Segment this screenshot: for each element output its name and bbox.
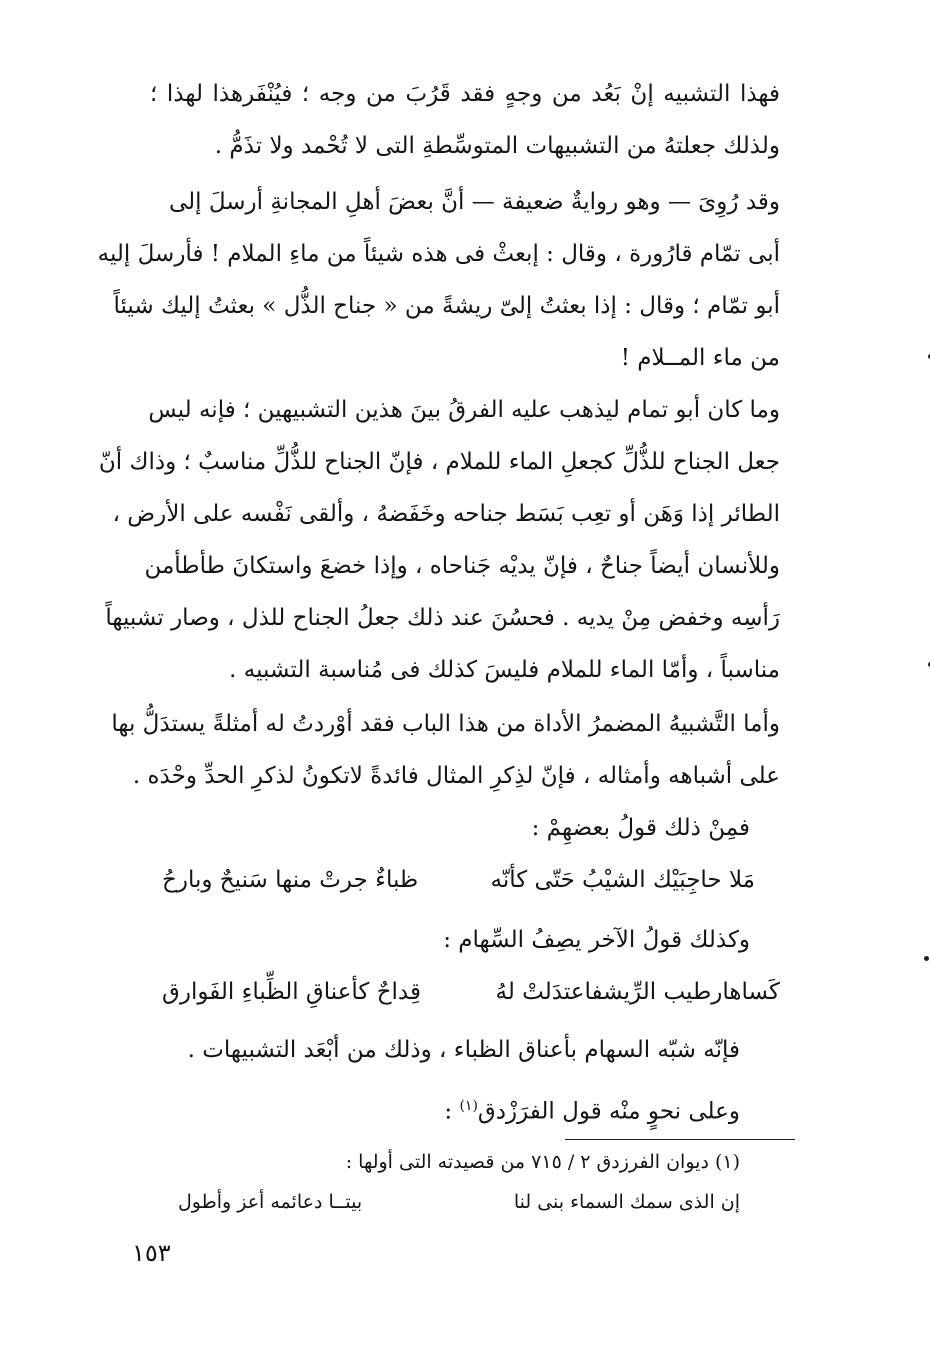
- footnote-rule: [565, 1139, 795, 1140]
- text-line: وكذلك قولُ الآخر يصِفُ السِّهام :: [443, 927, 750, 953]
- text-line: فهذا التشبيه إنْ بَعُد من وجهٍ فقد قَرُبَ من وجه ؛ فيُنْفَرهذا لهذا ؛: [150, 81, 780, 107]
- text-line: وما كان أبو تمام ليذهب عليه الفرقُ بينَ هذين التشبيهين ؛ فإنه ليس: [148, 397, 780, 423]
- text-line: رَأسِه وخفض مِنْ يديه . فحسُنَ عند ذلك جعلُ الجناح للذل ، وصار تشبيهاً: [105, 605, 780, 631]
- verse-hemistich-right: كَساهارطيب الرِّيشفاعتدَلتْ لهُ: [495, 979, 780, 1005]
- text-line: فإنّه شبّه السهام بأعناق الظباء ، وذلك من أبْعَد التشبيهات .: [187, 1037, 740, 1063]
- page-number: ١٥٣: [132, 1239, 171, 1267]
- text-line: أبو تمّام ؛ وقال : إذا بعثتُ إلىّ ريشةً من « جناح الذُّل » بعثتُ إليك شيئاً: [113, 293, 780, 319]
- text-line: فمِنْ ذلك قولُ بعضهِمْ :: [531, 815, 750, 841]
- text-line: وللأنسان أيضاً جناحٌ ، فإنّ يديْه جَناحاه ، وإذا خضعَ واستكانَ طأطأمن: [144, 553, 780, 579]
- text-line: ولذلك جعلتهُ من التشبيهات المتوسِّطةِ التى لا تُحْمد ولا تذَمُّ .: [214, 133, 780, 159]
- footnote-verse-left: بيتــا دعائمه أعز وأطول: [178, 1191, 363, 1213]
- footnote-line: (١) ديوان الفرزدق ٢ / ٧١٥ من قصيدته التى أولها :: [345, 1151, 740, 1173]
- margin-mark: [924, 956, 929, 961]
- intro-colon: :: [444, 1098, 460, 1125]
- footnote-verse-right: إن الذى سمك السماء بنى لنا: [513, 1191, 740, 1213]
- text-line: على أشباهه وأمثاله ، فإنّ لذِكرِ المثال فائدةً لاتكونُ لذكرِ الحدِّ وحْدَه .: [132, 763, 780, 789]
- text-line: مناسباً ، وأمّا الماء للملام فليسَ كذلك فى مُناسبة التشبيه .: [229, 657, 780, 683]
- intro-text: وعلى نحوٍ منْه قول الفرَزْدق: [477, 1098, 740, 1125]
- verse-hemistich-left: ظباءٌ جرتْ منها سَنيحٌ وبارحُ: [162, 867, 419, 893]
- text-line: وأما التَّشبيهُ المضمرُ الأداة من هذا الباب فقد أوْردتُ له أمثلةً يستدَلُّ بها: [111, 711, 780, 737]
- text-line: أبى تمّام قارُورة ، وقال : إبعثْ فى هذه شيئاً من ماءِ الملام ! فأرسلَ إليه: [97, 241, 780, 267]
- footnote-reference[interactable]: (١): [459, 1098, 478, 1114]
- verse-hemistich-left: قِداحٌ كأعناقِ الظِّباءِ الفَوارق: [162, 979, 421, 1005]
- text-line: جعل الجناح للذُّلِّ كجعلِ الماء للملام ، فإنّ الجناح للذُّلِّ مناسبٌ ؛ وذاك أنّ: [98, 449, 780, 475]
- text-line: من ماء المــلام !: [620, 345, 780, 371]
- text-line: [150, 1088, 740, 1130]
- text-line: الطائر إذا وَهَن أو تعِب بَسَط جناحه وخَفَضهُ ، وألقى نَفْسه على الأرض ،: [112, 501, 780, 527]
- text-line: وقد رُوِىَ — وهو روايةٌ ضعيفة — أنَّ بعضَ أهلِ المجانةِ أرسلَ إلى: [168, 189, 780, 215]
- verse-hemistich-right: مَلا حاجِبَيْك الشيْبُ حَتّى كأنّه: [490, 867, 755, 893]
